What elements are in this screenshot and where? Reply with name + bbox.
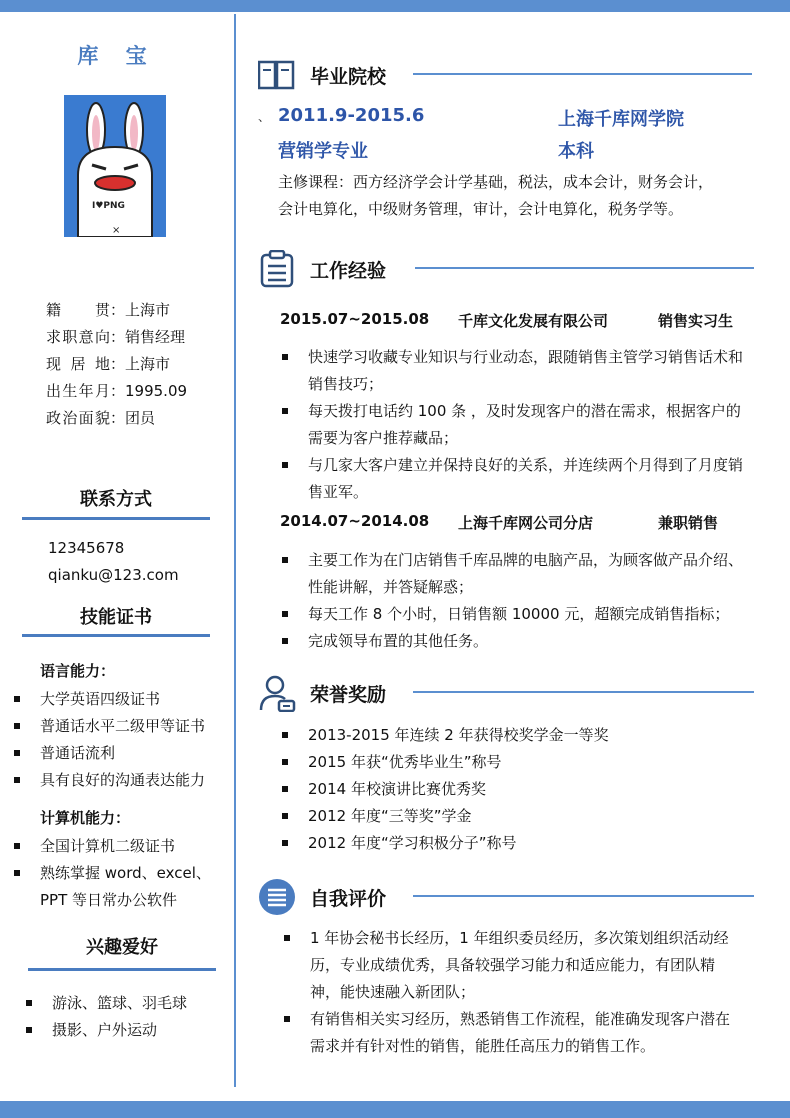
list-item: 有销售相关实习经历，熟悉销售工作流程，能准确发现客户潜在需求并有针对性的销售，能胜任高压力的销售工作。 [284, 1006, 734, 1060]
education-section-header [258, 56, 752, 96]
job-period: 2015.07~2015.08 [280, 310, 430, 328]
job-duties [282, 344, 752, 506]
info-value: ：上海市 [110, 301, 171, 319]
job-duties [282, 547, 752, 655]
work-section-header [258, 250, 754, 290]
list-item: 2012 年度“三等奖”学金 [282, 803, 752, 830]
info-value: ：销售经理 [110, 328, 186, 346]
self-eval-list [284, 925, 734, 1060]
list-item: 摄影、户外运动 [24, 1017, 187, 1044]
work-divider [415, 267, 754, 269]
computer-label: 计算机能力： [40, 809, 131, 827]
list-item: 2012 年度“学习积极分子”称号 [282, 830, 752, 857]
education-period: 2011.9-2015.6 [278, 105, 425, 126]
list-circle-icon [258, 878, 296, 916]
computer-list-continuation: PPT 等日常办公软件 [40, 891, 178, 909]
info-row [46, 324, 187, 351]
honors-section-header [258, 674, 754, 714]
info-key: 出生年月 [46, 382, 110, 400]
email-address: qianku@123.com [48, 566, 179, 584]
education-major: 营销学专业 [278, 141, 368, 162]
skills-underline [22, 634, 210, 637]
job-period: 2014.07~2014.08 [280, 512, 430, 530]
phone-number: 12345678 [48, 539, 125, 557]
list-item: 普通话水平二级甲等证书 [12, 713, 205, 740]
person-name: 库 宝 [77, 44, 157, 68]
skills-title: 技能证书 [80, 607, 152, 628]
info-key: 政治面貌 [46, 409, 110, 427]
list-item: 1 年协会秘书长经历，1 年组织委员经历，多次策划组织活动经历，专业成绩优秀，具备较强学习能力和适应能力，有团队精神，能快速融入新团队； [284, 925, 734, 1006]
column-divider [234, 14, 236, 1087]
profile-photo [64, 95, 166, 237]
list-item: 具有良好的沟通表达能力 [12, 767, 205, 794]
self-eval-divider [413, 895, 754, 897]
self-eval-title: 自我评价 [310, 888, 387, 910]
hobbies-underline [28, 968, 216, 971]
language-label: 语言能力： [40, 662, 116, 680]
job-company: 上海千库网公司分店 [458, 514, 594, 532]
bottom-bar [0, 1101, 790, 1118]
language-list [12, 686, 205, 794]
job-role: 兼职销售 [658, 514, 719, 532]
info-value: ：1995.09 [110, 382, 188, 400]
job-company: 千库文化发展有限公司 [458, 312, 609, 330]
list-item: 2015 年获“优秀毕业生”称号 [282, 749, 752, 776]
job-role: 销售实习生 [658, 312, 734, 330]
courses-line: 主修课程：西方经济学会计学基础，税法，成本会计，财务会计， [278, 173, 714, 191]
stray-mark: 、 [258, 110, 271, 124]
honors-title: 荣誉奖励 [310, 684, 387, 706]
info-key: 现居地 [46, 355, 110, 373]
list-item: 2013-2015 年连续 2 年获得校奖学金一等奖 [282, 722, 752, 749]
user-badge-icon [258, 674, 296, 712]
list-item: 2014 年校演讲比赛优秀奖 [282, 776, 752, 803]
personal-info [46, 297, 187, 432]
info-value: ：上海市 [110, 355, 171, 373]
info-key: 求职意向 [46, 328, 110, 346]
courses-line: 会计电算化，中级财务管理，审计，会计电算化，税务学等。 [278, 200, 684, 218]
contact-underline [22, 517, 210, 520]
info-row [46, 351, 187, 378]
hobbies-title: 兴趣爱好 [86, 937, 158, 958]
book-icon [258, 56, 296, 94]
honors-list [282, 722, 752, 857]
info-row [46, 405, 187, 432]
list-item: 每天工作 8 个小时，日销售额 10000 元，超额完成销售指标； [282, 601, 752, 628]
info-row [46, 297, 187, 324]
photo-caption: I♥PNG [92, 201, 125, 211]
list-item: 大学英语四级证书 [12, 686, 205, 713]
computer-list [12, 833, 211, 887]
list-item: 快速学习收藏专业知识与行业动态，跟随销售主管学习销售话术和销售技巧； [282, 344, 752, 398]
list-item: 主要工作为在门店销售千库品牌的电脑产品，为顾客做产品介绍、性能讲解，并答疑解惑； [282, 547, 752, 601]
work-title: 工作经验 [310, 260, 387, 282]
info-key: 籍贯 [46, 301, 110, 319]
education-divider [413, 73, 752, 75]
education-title: 毕业院校 [310, 66, 387, 88]
courses-text [278, 169, 748, 223]
list-item: 每天拨打电话约 100 条 ，及时发现客户的潜在需求，根据客户的需要为客户推荐藏品； [282, 398, 752, 452]
info-row [46, 378, 187, 405]
top-bar [0, 0, 790, 12]
contact-title: 联系方式 [80, 489, 152, 510]
list-item: 完成领导布置的其他任务。 [282, 628, 752, 655]
list-item: 普通话流利 [12, 740, 205, 767]
contact-info [48, 535, 179, 589]
list-item: 与几家大客户建立并保持良好的关系，并连续两个月得到了月度销售亚军。 [282, 452, 752, 506]
rabbit-avatar-icon [64, 95, 166, 237]
education-school: 上海千库网学院 [558, 109, 684, 130]
education-degree: 本科 [558, 141, 594, 162]
list-item: 熟练掌握 word、excel、 [12, 860, 211, 887]
list-item: 全国计算机二级证书 [12, 833, 211, 860]
info-value: ：团员 [110, 409, 156, 427]
list-item: 游泳、篮球、羽毛球 [24, 990, 187, 1017]
honors-divider [413, 691, 754, 693]
hobbies-list [24, 990, 187, 1044]
self-eval-section-header [258, 878, 754, 918]
svg-text:×: × [112, 225, 121, 236]
clipboard-icon [258, 250, 296, 288]
